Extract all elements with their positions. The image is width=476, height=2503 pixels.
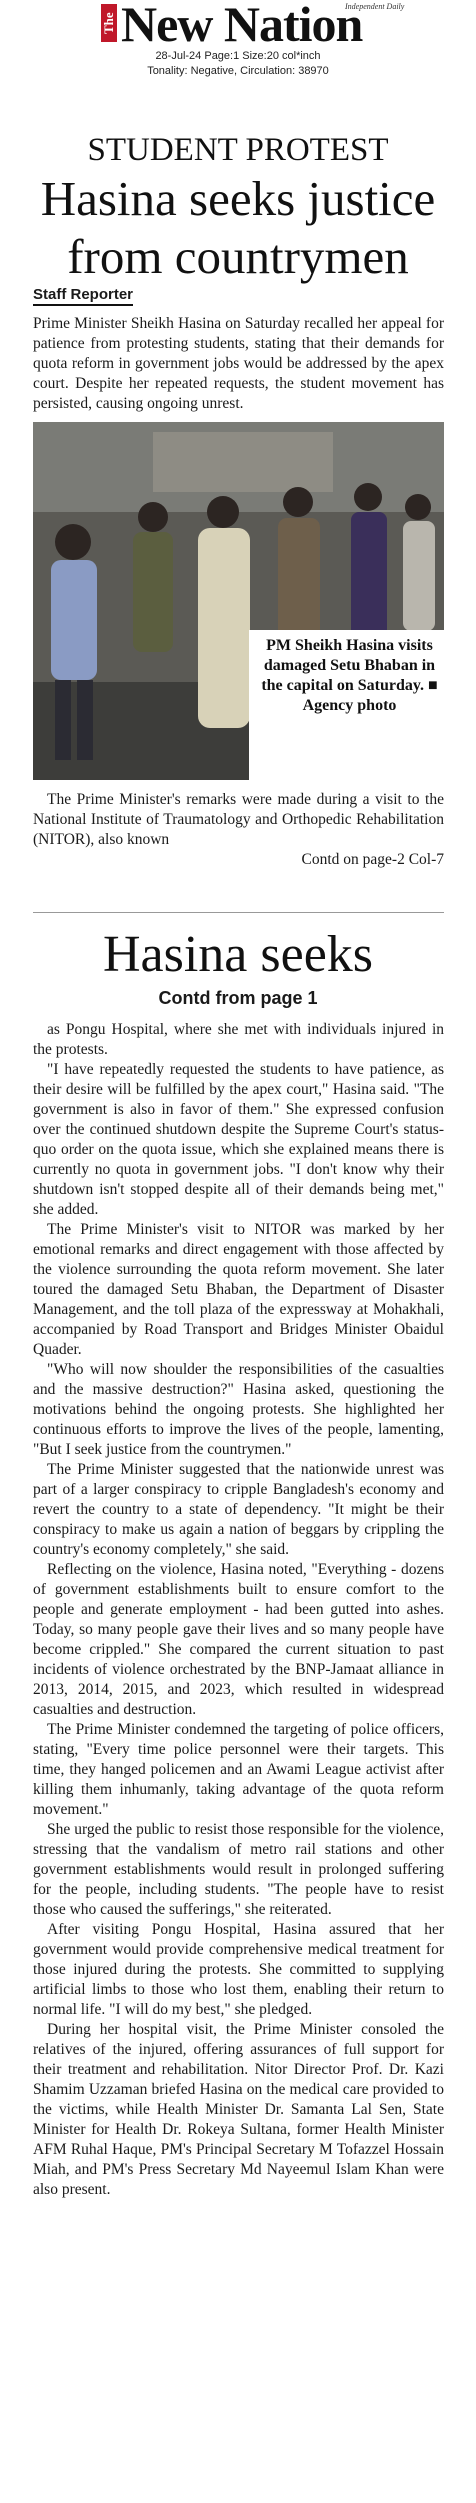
jump-paragraph: The Prime Minister condemned the targeting of police officers, stating, "Every time police personnel were their targets. This time, they hanged policemen and an Awami League activist after killing them inhumanly, taking advantage of the quota reform movement." [33,1721,444,1818]
article-paragraph-2: The Prime Minister's remarks were made during a visit to the National Institute of Traumatology and Orthopedic Rehabilitation (NITOR), also known [33,791,444,848]
clip-meta-date: 28-Jul-24 Page:1 Size:20 col*inch [155,50,321,62]
article-headline [0,170,476,286]
news-photo [33,422,444,780]
masthead [0,0,476,52]
contd-from-note: Contd from page 1 [158,988,318,1008]
intro-paragraph: Prime Minister Sheikh Hasina on Saturday recalled her appeal for patience from protesting students, stating that their demands for quota reform in government jobs would be addressed by the apex court. Despite her repeated requests, the student movement has persisted, causing ongoing unrest. [33,315,444,412]
masthead-title: New Nation [121,0,363,52]
jump-paragraph: During her hospital visit, the Prime Minister consoled the relatives of the injured, offering assurances of full support for their treatment and rehabilitation. Nitor Director Prof. Dr. Kazi Shamim Uzzaman briefed Hasina on the medical care provided to the victims, while Health Minister Dr. Samanta Lal Sen, State Minister for Health Dr. Rokeya Sultana, former Health Minister AFM Ruhal Haque, PM's Principal Secretary M Tofazzel Hossain Miah, and PM's Press Secretary Md Nayeemul Islam Khan were also present. [33,2021,444,2198]
jump-body [33,1020,444,2200]
jump-paragraph: Reflecting on the violence, Hasina noted, "Everything - dozens of government establishments built to ensure comfort to the people and generate employment - had been gutted into ashes. Today, so many people gave their lives and so many people have become crippled." She compared the current situation to past incidents of violence orchestrated by the BNP-Jamaat alliance in 2013, 2014, 2015, and 2023, which resulted in widespread casualties and destruction. [33,1561,444,1718]
jump-paragraph: She urged the public to resist those responsible for the violence, stressing that the vandalism of metro rail stations and other government establishments would result in prolonged suffering for the people, including students. "The people have to resist those who caused the sufferings," she reiterated. [33,1821,444,1918]
jump-paragraph: "Who will now shoulder the responsibilities of the casualties and the massive destruction?" Hasina asked, questioning the motivations behind the ongoing protests. She highlighted her continuous efforts to improve the lives of the people, lamenting, "But I seek justice from the countrymen." [33,1361,444,1458]
contd-on-note: Contd on page-2 Col-7 [301,851,444,868]
jump-paragraph: The Prime Minister's visit to NITOR was marked by her emotional remarks and direct engagement with those affected by the violence surrounding the quota reform movement. She later toured the damaged Setu Bhaban, the Department of Disaster Management, and the toll plaza of the expressway at Mohakhali, accompanied by Road Transport and Bridges Minister Obaidul Quader. [33,1221,444,1358]
section-divider [33,912,444,913]
jump-headline: Hasina seeks [102,926,374,983]
headline-line-2: from countrymen [67,229,409,284]
masthead-tagline: Independent Daily [345,2,405,11]
headline-line-1: Hasina seeks justice [40,171,436,226]
masthead-the: The [101,4,117,42]
article-intro [33,314,444,414]
byline: Staff Reporter [33,286,133,306]
article-kicker: STUDENT PROTEST [87,132,389,168]
jump-paragraph: as Pongu Hospital, where she met with individuals injured in the protests. [33,1021,444,1058]
jump-paragraph: "I have repeatedly requested the students to have patience, as their desire will be fulfilled by the apex court," Hasina said. "The government is also in favor of them." She expressed confusion over the continued shutdown despite the Supreme Court's status-quo order on the quota issue, which she explained means there is currently no quota in government jobs. "I don't know why their shutdown isn't stopped despite all of their demands being met," she added. [33,1061,444,1218]
article-continued [33,790,444,870]
photo-caption: PM Sheikh Hasina visits damaged Setu Bhaban in the capital on Saturday. ■ Agency photo [249,630,444,780]
jump-paragraph: After visiting Pongu Hospital, Hasina assured that her government would provide comprehensive medical treatment for those injured during the protests. She committed to supplying artificial limbs to those who lost them, enabling their return to normal life. "I will do my best," she pledged. [33,1921,444,2018]
clip-meta-tonality: Tonality: Negative, Circulation: 38970 [147,65,329,77]
jump-paragraph: The Prime Minister suggested that the nationwide unrest was part of a larger conspiracy to cripple Bangladesh's economy and revert the country to a state of dependency. "It might be their conspiracy to make us again a nation of beggars by crippling the country's economy completely," she said. [33,1461,444,1558]
